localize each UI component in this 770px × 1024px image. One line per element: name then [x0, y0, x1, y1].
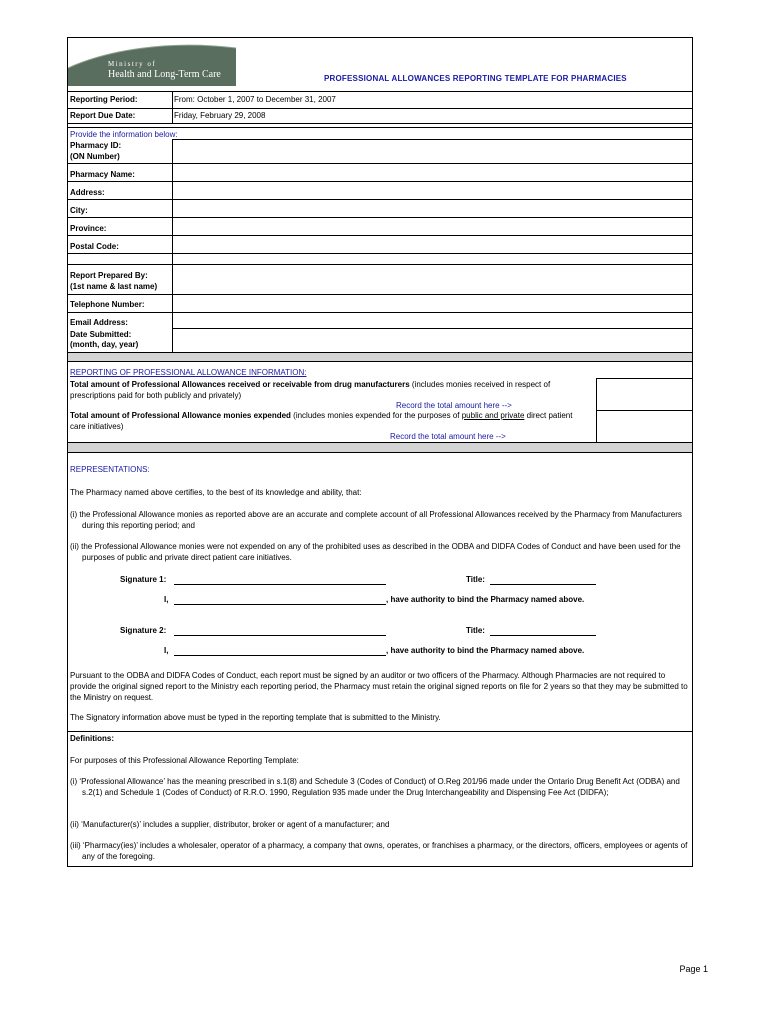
definition-iii: (iii) ‘Pharmacy(ies)’ includes a wholesaler, operator of a pharmacy, a company that owns, operates, or franchises a pharmacy, or the directors, officers, employees or agents of any of the foregoing.: [70, 841, 688, 861]
expended-rest: (includes monies expended for the purposes of: [290, 411, 462, 420]
prepared-by-label: Report Prepared By:: [70, 271, 148, 280]
logo-ministry-text: Ministry of: [108, 60, 157, 68]
title-2-line[interactable]: [490, 635, 596, 636]
expended-amount-field[interactable]: [598, 411, 690, 441]
expended-line2: care initiatives): [70, 422, 124, 431]
representation-item-ii: (ii) the Professional Allowance monies were not expended on any of the prohibited uses as described in the ODBA and DIDFA Codes of Conduct and have been used for the purposes of public and private direct patient care initiatives.: [70, 542, 681, 562]
reporting-period-value: From: October 1, 2007 to December 31, 2007: [174, 95, 336, 104]
title-1-line[interactable]: [490, 584, 596, 585]
section-divider: [68, 352, 692, 362]
record-expended-label: Record the total amount here -->: [390, 432, 506, 441]
authority-2-text: , have authority to bind the Pharmacy named above.: [386, 646, 585, 655]
title-1-label: Title:: [466, 575, 485, 584]
telephone-label: Telephone Number:: [70, 300, 145, 309]
provide-info-heading: Provide the information below:: [70, 130, 178, 139]
record-received-label: Record the total amount here -->: [396, 401, 512, 410]
city-label: City:: [70, 206, 88, 215]
expended-description: [70, 410, 594, 432]
representations-heading: REPRESENTATIONS:: [70, 465, 150, 474]
report-due-value: Friday, February 29, 2008: [174, 111, 266, 120]
name-1-line[interactable]: [174, 604, 386, 605]
definitions-heading: Definitions:: [70, 734, 114, 743]
expended-underlined: public and private: [461, 411, 525, 420]
received-line2: prescriptions paid for both publicly and privately): [70, 391, 242, 400]
logo-health-text: Health and Long-Term Care: [108, 69, 221, 80]
date-submitted-label: Date Submitted:: [70, 330, 132, 339]
definitions-intro: For purposes of this Professional Allowance Reporting Template:: [70, 756, 299, 765]
representation-item-i: (i) the Professional Allowance monies as reported above are an accurate and complete account of all Professional Allowances received by the Pharmacy from Manufacturers during this reporting period; and: [70, 510, 682, 530]
expended-bold: Total amount of Professional Allowance monies expended: [70, 411, 291, 420]
reporting-period-label: Reporting Period:: [70, 95, 138, 104]
i-2-label: I,: [164, 646, 169, 655]
i-1-label: I,: [164, 595, 169, 604]
ministry-logo: [68, 38, 236, 86]
address-label: Address:: [70, 188, 105, 197]
definition-i: (i) ‘Professional Allowance’ has the meaning prescribed in s.1(8) and Schedule 3 (Codes of Conduct) of O.Reg 201/96 made under the Ontario Drug Benefit Act (ODBA) and s.2(1) and Schedule 1 (Codes of Conduct) of R.R.O. 1990, Regulation 935 made under the Drug Interchangeability and Dispensing Fee Act (DIDFA);: [70, 777, 680, 797]
pharmacy-name-field[interactable]: [174, 164, 690, 180]
representations-intro: The Pharmacy named above certifies, to the best of its knowledge and ability, that:: [70, 488, 362, 497]
signature-2-label: Signature 2:: [120, 626, 167, 635]
name-2-line[interactable]: [174, 655, 386, 656]
page-title: PROFESSIONAL ALLOWANCES REPORTING TEMPLATE FOR PHARMACIES: [324, 74, 627, 83]
signature-1-label: Signature 1:: [120, 575, 167, 584]
telephone-field[interactable]: [174, 295, 690, 311]
date-submitted-sublabel: (month, day, year): [70, 340, 139, 349]
postal-code-label: Postal Code:: [70, 242, 119, 251]
title-2-label: Title:: [466, 626, 485, 635]
city-field[interactable]: [174, 200, 690, 216]
allowance-heading: REPORTING OF PROFESSIONAL ALLOWANCE INFORMATION:: [70, 368, 307, 377]
received-rest: (includes monies received in respect of: [409, 380, 551, 389]
province-label: Province:: [70, 224, 107, 233]
expended-rest2: direct patient: [524, 411, 573, 420]
received-bold: Total amount of Professional Allowances received or receivable from drug manufacturers: [70, 380, 410, 389]
pursuant-paragraph: Pursuant to the ODBA and DIDFA Codes of Conduct, each report must be signed by an auditor or two officers of the Pharmacy. Although Pharmacies are not required to provide the original signed report to the Ministry each reporting period, the Pharmacy must retain the original signed reports on file for 2 years so that they may be submitted to the Ministry on request.: [70, 671, 688, 702]
authority-1-text: , have authority to bind the Pharmacy named above.: [386, 595, 585, 604]
address-field[interactable]: [174, 182, 690, 198]
email-field[interactable]: [174, 313, 690, 328]
signatory-note: The Signatory information above must be typed in the reporting template that is submitted to the Ministry.: [70, 713, 441, 722]
postal-code-field[interactable]: [174, 236, 690, 252]
prepared-by-field[interactable]: [174, 265, 690, 293]
date-submitted-field[interactable]: [174, 329, 690, 352]
signature-2-line[interactable]: [174, 635, 386, 636]
section-divider-2: [68, 442, 692, 453]
pharmacy-id-label: Pharmacy ID:: [70, 141, 122, 150]
prepared-by-sublabel: (1st name & last name): [70, 282, 158, 291]
pharmacy-id-sublabel: (ON Number): [70, 152, 120, 161]
definition-ii: (ii) ‘Manufacturer(s)’ includes a supplier, distributor, broker or agent of a manufacturer; and: [70, 820, 390, 829]
report-due-label: Report Due Date:: [70, 111, 136, 120]
pharmacy-id-field[interactable]: [174, 140, 690, 162]
province-field[interactable]: [174, 218, 690, 234]
form-frame: [67, 37, 693, 867]
email-label: Email Address:: [70, 318, 128, 327]
received-description: [70, 379, 594, 401]
received-amount-field[interactable]: [598, 379, 690, 409]
pharmacy-name-label: Pharmacy Name:: [70, 170, 135, 179]
signature-1-line[interactable]: [174, 584, 386, 585]
page-number: Page 1: [679, 964, 708, 974]
